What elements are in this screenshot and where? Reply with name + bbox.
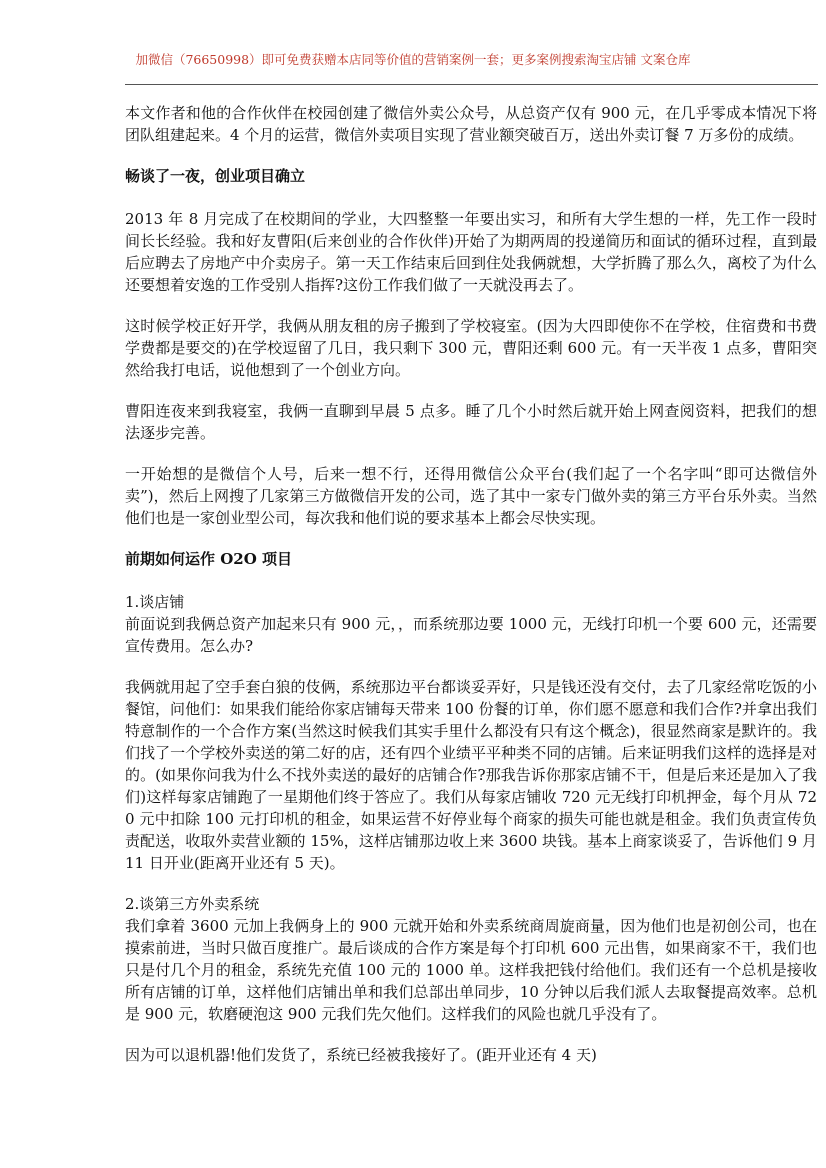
paragraph-8: 因为可以退机器!他们发货了，系统已经被我接好了。(距开业还有 4 天) <box>125 1046 597 1064</box>
paragraph-7: 我们拿着 3600 元加上我俩身上的 900 元就开始和外卖系统商周旋商量，因为他们也是初创公司，也在摸索前进，当时只做百度推广。最后谈成的合作方案是每个打印机 600 元出售，如果商家不干，我们也只是付几个月的租金，系统先充值 100 元的 1000 单。这样我把钱付给他们。我们还有一个总机是接收所有店铺的订单，这样他们店铺出单和我们总部出单同步，10 分钟以后我们派人去取餐提高效率。总机是 900 元，软磨硬泡这 900 元我们先欠他们。这样我们的风险也就几乎没有了。 <box>125 917 817 1023</box>
subsection-1 <box>125 591 817 657</box>
intro-paragraph: 本文作者和他的合作伙伴在校园创建了微信外卖公众号，从总资产仅有 900 元，在几乎零成本情况下将团队组建起来。4 个月的运营，微信外卖项目实现了营业额突破百万，送出外卖订餐 7 万多份的成绩。 <box>125 104 817 144</box>
paragraph-4: 一开始想的是微信个人号，后来一想不行，还得用微信公众平台(我们起了一个名字叫“即可达微信外卖”)，然后上网搜了几家第三方做微信开发的公司，选了其中一家专门做外卖的第三方平台乐外卖。当然他们也是一家创业型公司，每次我和他们说的要求基本上都会尽快实现。 <box>125 465 817 527</box>
section-heading-1: 畅谈了一夜，创业项目确立 <box>125 167 306 185</box>
subsection-title-2: 2.谈第三方外卖系统 <box>125 895 260 913</box>
subsection-2 <box>125 893 817 1025</box>
paragraph-3: 曹阳连夜来到我寝室，我俩一直聊到早晨 5 点多。睡了几个小时然后就开始上网查阅资料，把我们的想法逐步完善。 <box>125 402 817 442</box>
paragraph-1: 2013 年 8 月完成了在校期间的学业，大四整整一年要出实习，和所有大学生想的一样，先工作一段时间长长经验。我和好友曹阳(后来创业的合作伙伴)开始了为期两周的投递简历和面试的循环过程，直到最后应聘去了房地产中介卖房子。第一天工作结束后回到住处我俩就想，大学折腾了那么久，离校了为什么还要想着安逸的工作受别人指挥?这份工作我们做了一天就没再去了。 <box>125 210 817 294</box>
header-divider <box>125 84 818 85</box>
header-banner: 加微信（76650998）即可免费获赠本店同等价值的营销案例一套；更多案例搜索淘宝店铺 文案仓库 <box>135 52 691 67</box>
article-body <box>125 102 817 1085</box>
paragraph-6: 我俩就用起了空手套白狼的伎俩，系统那边平台都谈妥弄好，只是钱还没有交付，去了几家经常吃饭的小餐馆，问他们：如果我们能给你家店铺每天带来 100 份餐的订单，你们愿不愿意和我们合作?并拿出我们特意制作的一个合作方案(当然这时候我们其实手里什么都没有只有这个概念)，很显然商家是默许的。我们找了一个学校外卖送的第二好的店，还有四个业绩平平种类不同的店铺。后来证明我们这样的选择是对的。(如果你问我为什么不找外卖送的最好的店铺合作?那我告诉你那家店铺不干，但是后来还是加入了我们)这样每家店铺跑了一星期他们终于答应了。我们从每家店铺收 720 元无线打印机押金，每个月从 720 元中扣除 100 元打印机的租金，如果运营不好停业每个商家的损失可能也就是租金。我们负责宣传负责配送，收取外卖营业额的 15%，这样店铺那边收上来 3600 块钱。基本上商家谈妥了，告诉他们 9 月 11 日开业(距离开业还有 5 天)。 <box>125 678 817 872</box>
paragraph-5: 前面说到我俩总资产加起来只有 900 元，，而系统那边要 1000 元，无线打印机一个要 600 元，还需要宣传费用。怎么办? <box>125 615 817 655</box>
subsection-title-1: 1.谈店铺 <box>125 593 185 611</box>
section-heading-2: 前期如何运作 O2O 项目 <box>125 550 293 568</box>
paragraph-2: 这时候学校正好开学，我俩从朋友租的房子搬到了学校寝室。(因为大四即使你不在学校，住宿费和书费学费都是要交的)在学校逗留了几日，我只剩下 300 元，曹阳还剩 600 元。有一天半夜 1 点多，曹阳突然给我打电话，说他想到了一个创业方向。 <box>125 317 817 379</box>
